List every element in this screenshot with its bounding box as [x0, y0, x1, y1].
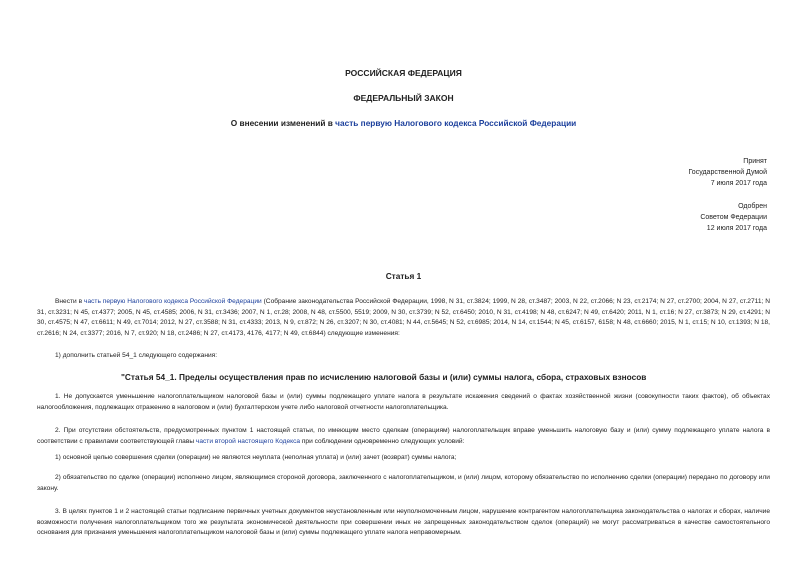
accepted-label: Принят — [743, 158, 767, 165]
law-title — [0, 118, 807, 128]
article-54-1-clause-2 — [37, 426, 770, 447]
intro-prefix: Внести в — [55, 298, 85, 305]
accepted-date: 7 июля 2017 года — [710, 180, 767, 187]
accepted-block — [688, 156, 767, 189]
article-54-1-condition-1: 1) основной целью совершения сделки (операции) не являются неуплата (неполная уплата) и (или) зачет (возврат) суммы налога; — [55, 454, 457, 461]
article-54-1-clause-1: 1. Не допускается уменьшение налогоплательщиком налоговой базы и (или) суммы подлежащего уплате налога в результате искажения сведений о фактах хозяйственной жизни (совокупности таких фактов), об объектах налогообложения, подлежащих отражению в налоговом и (или) бухгалтерском учете либо налоговой отчетности налогоплательщика. — [37, 393, 770, 411]
approved-by: Советом Федерации — [700, 214, 767, 221]
accepted-by: Государственной Думой — [688, 169, 767, 176]
article-54-1-clause-3: 3. В целях пунктов 1 и 2 настоящей статьи подписание первичных учетных документов неустановленным или неуполномоченным лицом, нарушение контрагентом налогоплательщика законодательства о налогах и сборах, наличие возможности получения налогоплательщиком того же результата экономической деятельности при совершении иных не запрещенных законодательством сделок (операций) не могут рассматриваться в качестве самостоятельного основания для признания уменьшения налогоплательщиком налоговой базы и (или) суммы подлежащего уплате налога неправомерным. — [37, 508, 770, 537]
item-1-paragraph: 1) дополнить статьей 54_1 следующего содержания: — [55, 352, 218, 359]
clause-2-rest: при соблюдении одновременно следующих условий: — [300, 437, 465, 445]
approved-block — [700, 201, 767, 234]
intro-rest: (Собрание законодательства Российской Федерации, 1998, N 31, ст.3824; 1999, N 28, ст.3487; 2003, N 22, ст.2066; N 23, ст.2174; N 27, ст.2700; 2004, N 27, ст.2711; N 31, ст.3231; N 45, ст.4377; 2005, N 45, ст.4585; 2006, N 31, ст.3436; 2007, N 1, ст.28; 2008, N 48, ст.5500, 5519; 2009, N 30, ст.3739; N 52, ст.6450; 2010, N 31, ст.4198; N 48, ст.6247; N 49, ст.6420; 2011, N 1, ст.16; N 27, ст.3873; N 29, ст.4291; N 30, ст.4575; N 47, ст.6611; N 49, ст.7014; 2012, N 27, ст.3588; N 31, ст.4333; 2013, N 9, ст.872; N 26, ст.3207; N 30, ст.4081; N 44, ст.5645; N 52, ст.6985; 2014, N 14, ст.1544; N 45, ст.6157, 6158; N 48, ст.6660; 2015, N 1, ст.15; N 10, ст.1393; N 18, ст.2616; N 24, ст.3377; 2016, N 7, ст.920; N 18, ст.2486; N 27, ст.4173, 4176, 4177; N 49, ст.6844) следующие изменения: — [37, 298, 770, 337]
article-intro-paragraph — [37, 297, 770, 339]
clause-2-prefix: 2. При отсутствии обстоятельств, предусмотренных пунктом 1 настоящей статьи, по имеющим место сделкам (операциям) налогоплательщик вправе уменьшить налоговую базу и (или) сумму подлежащего уплате налога в соответствии с правилами соответствующей главы — [37, 427, 770, 445]
approved-date: 12 июля 2017 года — [706, 225, 767, 232]
article-heading: Статья 1 — [385, 271, 422, 281]
article-54-1-title: "Статья 54_1. Пределы осуществления прав по исчислению налоговой базы и (или) суммы налога, сбора, страховых взносов — [121, 372, 647, 382]
intro-tax-code-link[interactable]: часть первую Налогового кодекса Российской Федерации — [84, 298, 262, 305]
law-title-prefix: О внесении изменений в — [230, 118, 336, 128]
tax-code-part-one-link[interactable]: часть первую Налогового кодекса Российской Федерации — [335, 118, 577, 128]
article-54-1-condition-2: 2) обязательство по сделке (операции) исполнено лицом, являющимся стороной договора, заключенного с налогоплательщиком, и (или) лицом, которому обязательство по исполнению сделки (операции) передано по договору или закону. — [37, 474, 770, 492]
tax-code-part-two-link[interactable]: части второй настоящего Кодекса — [195, 437, 301, 445]
country-heading: РОССИЙСКАЯ ФЕДЕРАЦИЯ — [345, 68, 462, 78]
law-type-heading: ФЕДЕРАЛЬНЫЙ ЗАКОН — [353, 93, 454, 103]
approved-label: Одобрен — [738, 203, 767, 210]
